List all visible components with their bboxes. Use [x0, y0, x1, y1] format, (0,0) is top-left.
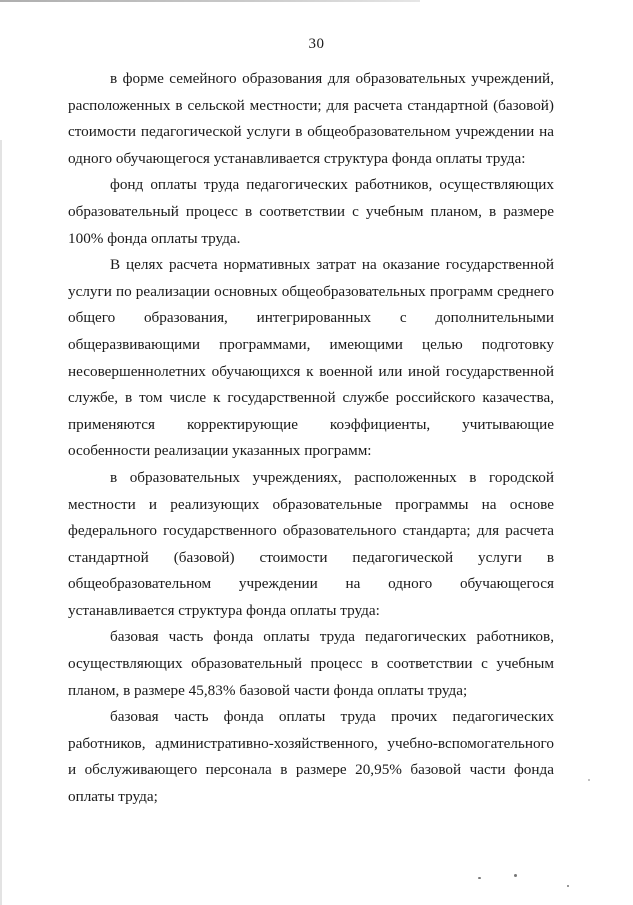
- paragraph-base-fund-pedagogical-45-83: базовая часть фонда оплаты труда педагогических работников, осуществляющих образовательный процесс в соответствии с учебным планом, в размере 45,83% базовой части фонда оплаты труда;: [68, 628, 554, 699]
- scan-speck: [478, 877, 481, 879]
- scan-speck: [514, 874, 517, 877]
- paragraph-pedagogical-fund-100: фонд оплаты труда педагогических работников, осуществляющих образовательный процесс в соответствии с учебным планом, в размере 100% фонда оплаты труда.: [68, 176, 554, 247]
- page-number: 30: [308, 36, 325, 52]
- paragraph-cossack-programs-coefficients: В целях расчета нормативных затрат на оказание государственной услуги по реализации основных общеобразовательных программ среднего общего образования, интегрированных с дополнительными общеразвивающими программами, имеющими целью подготовку несовершеннолетних обучающихся к военной или иной государственной службе, в том числе к государственной службе российского казачества, применяются корректирующие коэффициенты, учитывающие особенности реализации указанных программ:: [68, 256, 554, 460]
- scan-speck: [567, 885, 569, 887]
- paragraph-family-education-rural: в форме семейного образования для образовательных учреждений, расположенных в сельской местности; для расчета стандартной (базовой) стоимости педагогической услуги в общеобразовательном учреждении на одного обучающегося устанавливается структура фонда оплаты труда:: [68, 70, 554, 167]
- scan-artifact-top-edge: [0, 0, 420, 2]
- scan-speck: [588, 779, 590, 781]
- paragraph-base-fund-other-staff-20-95: базовая часть фонда оплаты труда прочих педагогических работников, административно-хозяйственного, учебно-вспомогательного и обслуживающего персонала в размере 20,95% базовой части фонда оплаты труда;: [68, 708, 554, 806]
- document-body: [68, 66, 554, 811]
- paragraph-urban-fgos-structure: в образовательных учреждениях, расположенных в городской местности и реализующих образовательные программы на основе федерального государственного образовательного стандарта; для расчета стандартной (базовой) стоимости педагогической услуги в общеобразовательном учреждении на одного обучающегося устанавливается структура фонда оплаты труда:: [68, 468, 554, 619]
- scan-artifact-left-edge: [0, 140, 2, 905]
